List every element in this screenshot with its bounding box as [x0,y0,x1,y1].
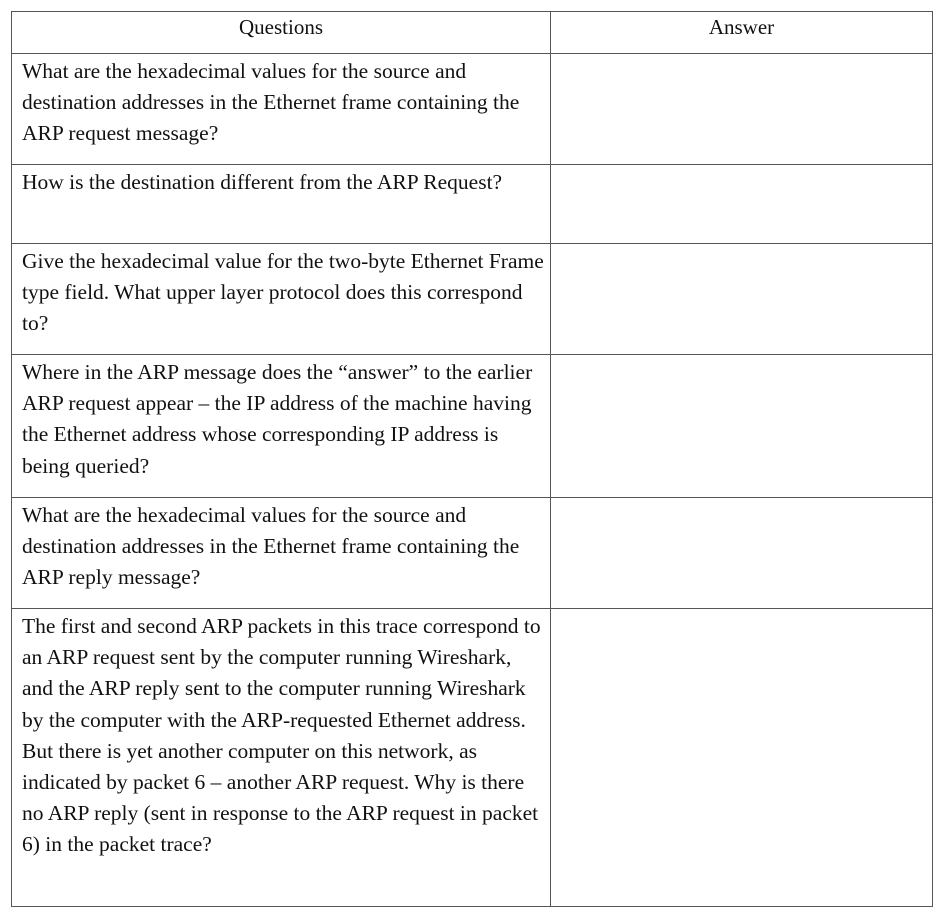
table-row [12,54,933,165]
header-row [12,12,933,54]
question-cell: How is the destination different from the ARP Request? [12,165,551,244]
question-cell: Where in the ARP message does the “answer” to the earlier ARP request appear – the IP address of the machine having the Ethernet address whose corresponding IP address is being queried? [12,355,551,498]
question-answer-table [11,11,933,907]
table-row [12,355,933,498]
question-cell: Give the hexadecimal value for the two-byte Ethernet Frame type field. What upper layer protocol does this correspond to? [12,244,551,355]
answer-cell[interactable] [551,498,933,609]
table-row [12,498,933,609]
answer-cell[interactable] [551,355,933,498]
question-cell: What are the hexadecimal values for the source and destination addresses in the Ethernet frame containing the ARP request message? [12,54,551,165]
question-cell: The first and second ARP packets in this trace correspond to an ARP request sent by the computer running Wireshark, and the ARP reply sent to the computer running Wireshark by the computer with the ARP-requested Ethernet address. But there is yet another computer on this network, as indicated by packet 6 – another ARP request. Why is there no ARP reply (sent in response to the ARP request in packet 6) in the packet trace? [12,609,551,907]
answer-cell[interactable] [551,54,933,165]
questions-header: Questions [12,12,551,54]
answer-cell[interactable] [551,609,933,907]
table-row [12,244,933,355]
question-cell: What are the hexadecimal values for the source and destination addresses in the Ethernet frame containing the ARP reply message? [12,498,551,609]
table-row [12,609,933,907]
answer-cell[interactable] [551,165,933,244]
table-row [12,165,933,244]
answer-cell[interactable] [551,244,933,355]
answer-header: Answer [551,12,933,54]
